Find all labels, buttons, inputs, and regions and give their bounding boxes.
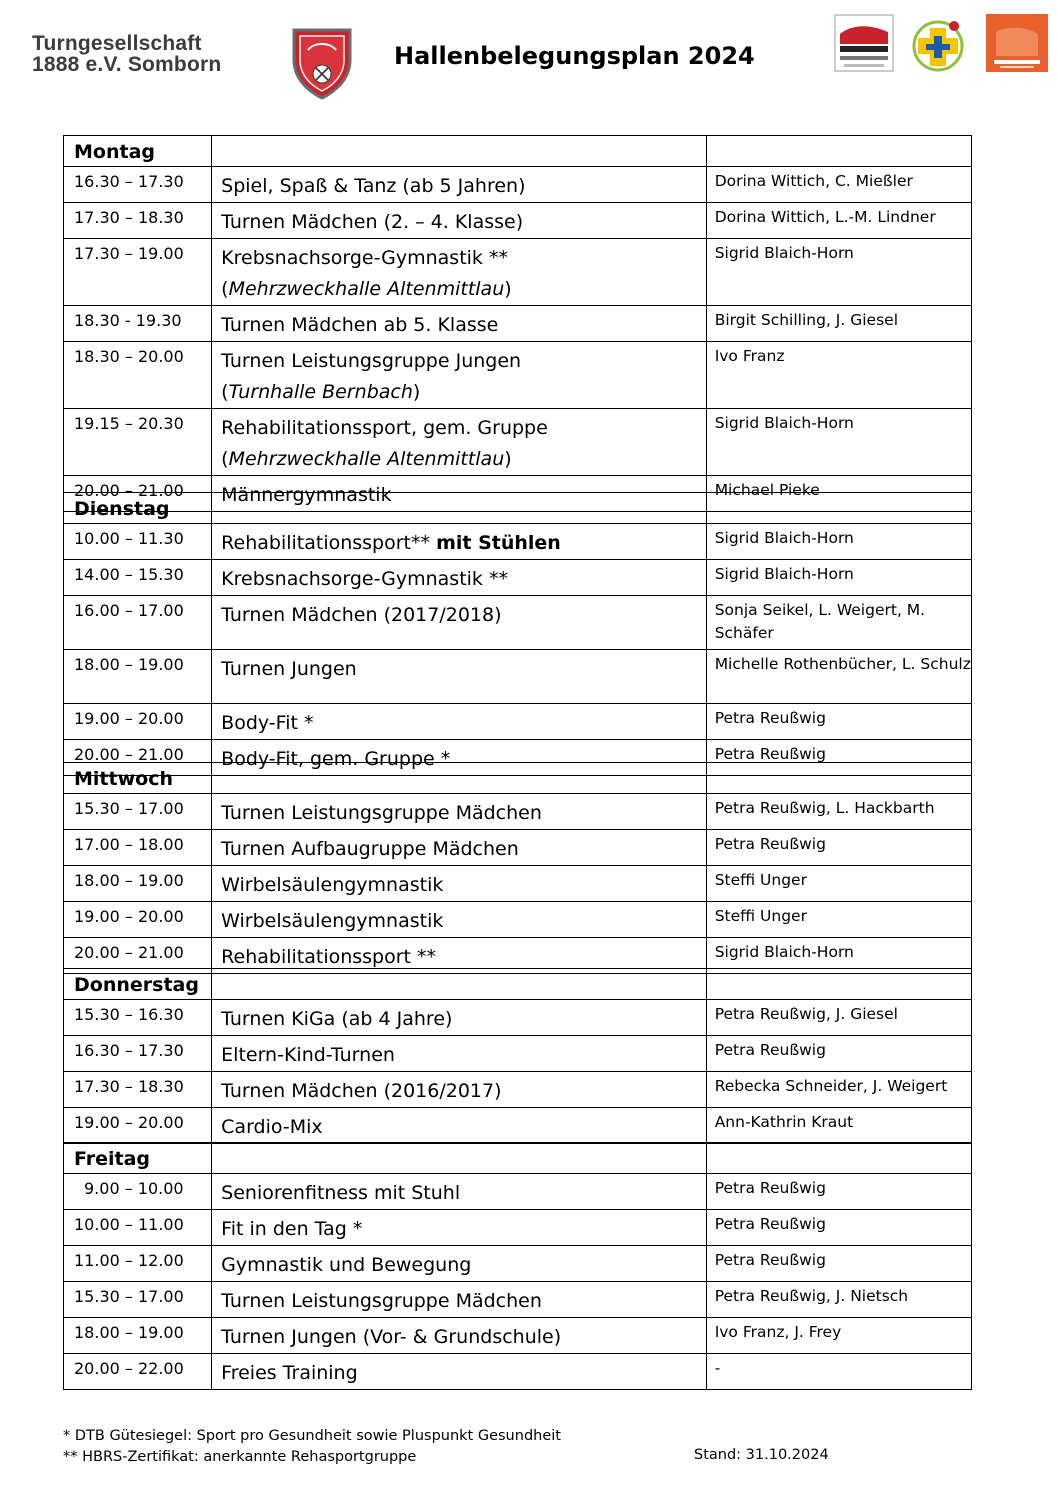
day-table-dienstag bbox=[63, 492, 972, 776]
time-cell: 16.00 – 17.00 bbox=[64, 596, 212, 650]
time-cell: 15.30 – 16.30 bbox=[64, 1000, 212, 1036]
leader-cell: Sigrid Blaich-Horn bbox=[706, 239, 971, 306]
day-table-montag bbox=[63, 135, 972, 512]
day-header-row bbox=[64, 969, 972, 1000]
activity-location: (Turnhalle Bernbach) bbox=[221, 381, 421, 403]
activity-bold-text: mit Stühlen bbox=[436, 532, 561, 554]
activity-cell: Gymnastik und Bewegung bbox=[212, 1246, 707, 1282]
time-cell: 18.30 - 19.30 bbox=[64, 306, 212, 342]
day-name: Dienstag bbox=[64, 493, 212, 524]
leader-cell: Steffi Unger bbox=[706, 866, 971, 902]
activity-cell: Turnen Mädchen ab 5. Klasse bbox=[212, 306, 707, 342]
leader-cell: Sigrid Blaich-Horn bbox=[706, 560, 971, 596]
time-cell: 15.30 – 17.00 bbox=[64, 794, 212, 830]
activity-cell: Turnen Jungen (Vor- & Grundschule) bbox=[212, 1318, 707, 1354]
activity-cell: Turnen KiGa (ab 4 Jahre) bbox=[212, 1000, 707, 1036]
leader-cell: Petra Reußwig bbox=[706, 1210, 971, 1246]
activity-cell: Wirbelsäulengymnastik bbox=[212, 902, 707, 938]
table-row bbox=[64, 306, 972, 342]
table-row bbox=[64, 1174, 972, 1210]
table-row bbox=[64, 1354, 972, 1390]
time-cell: 16.30 – 17.30 bbox=[64, 1036, 212, 1072]
table-row bbox=[64, 1036, 972, 1072]
leader-cell: Petra Reußwig bbox=[706, 1174, 971, 1210]
time-cell: 17.00 – 18.00 bbox=[64, 830, 212, 866]
table-row bbox=[64, 1210, 972, 1246]
activity-cell: Eltern-Kind-Turnen bbox=[212, 1036, 707, 1072]
time-cell: 9.00 – 10.00 bbox=[64, 1174, 212, 1210]
leader-cell: Sonja Seikel, L. Weigert, M. Schäfer bbox=[706, 596, 971, 650]
leader-cell: Michelle Rothenbücher, L. Schulz bbox=[706, 650, 971, 704]
footer-notes bbox=[63, 1426, 561, 1468]
table-row bbox=[64, 1000, 972, 1036]
time-cell: 19.00 – 20.00 bbox=[64, 1108, 212, 1144]
time-cell: 20.00 – 22.00 bbox=[64, 1354, 212, 1390]
time-cell: 19.15 – 20.30 bbox=[64, 409, 212, 476]
footnote-hbrs: ** HBRS-Zertifikat: anerkannte Rehasportgruppe bbox=[63, 1449, 417, 1465]
leader-cell: Sigrid Blaich-Horn bbox=[706, 524, 971, 560]
activity-text: Rehabilitationssport** bbox=[221, 532, 431, 554]
leader-cell: Steffi Unger bbox=[706, 902, 971, 938]
leader-cell: - bbox=[706, 1354, 971, 1390]
activity-cell bbox=[212, 239, 707, 306]
table-row bbox=[64, 524, 972, 560]
time-cell: 10.00 – 11.30 bbox=[64, 524, 212, 560]
time-cell: 15.30 – 17.00 bbox=[64, 1282, 212, 1318]
time-cell: 19.00 – 20.00 bbox=[64, 902, 212, 938]
table-row bbox=[64, 794, 972, 830]
activity-text: Krebsnachsorge-Gymnastik ** bbox=[221, 247, 508, 269]
club-name bbox=[32, 33, 221, 75]
activity-text: Turnen Leistungsgruppe Jungen bbox=[221, 350, 522, 372]
day-table-freitag bbox=[63, 1142, 972, 1390]
activity-cell: Männergymnastik bbox=[212, 476, 707, 512]
time-cell: 20.00 – 21.00 bbox=[64, 476, 212, 512]
day-header-row bbox=[64, 493, 972, 524]
footnote-dtb: * DTB Gütesiegel: Sport pro Gesundheit sowie Pluspunkt Gesundheit bbox=[63, 1428, 561, 1444]
activity-cell: Turnen Mädchen (2016/2017) bbox=[212, 1072, 707, 1108]
time-cell: 18.00 – 19.00 bbox=[64, 650, 212, 704]
day-table-donnerstag bbox=[63, 968, 972, 1144]
table-row bbox=[64, 239, 972, 306]
day-name: Mittwoch bbox=[64, 763, 212, 794]
table-row bbox=[64, 704, 972, 740]
table-row bbox=[64, 409, 972, 476]
activity-text: Rehabilitationssport, gem. Gruppe bbox=[221, 417, 548, 439]
table-row bbox=[64, 1072, 972, 1108]
table-row bbox=[64, 1318, 972, 1354]
activity-cell: Wirbelsäulengymnastik bbox=[212, 866, 707, 902]
activity-cell: Rehabilitationssport ** bbox=[212, 938, 707, 974]
leader-cell: Petra Reußwig, J. Nietsch bbox=[706, 1282, 971, 1318]
gemeinsam-mehr-erreichen-logo bbox=[986, 14, 1048, 72]
leader-cell: Rebecka Schneider, J. Weigert bbox=[706, 1072, 971, 1108]
leader-cell: Dorina Wittich, C. Mießler bbox=[706, 167, 971, 203]
activity-cell: Turnen Leistungsgruppe Mädchen bbox=[212, 794, 707, 830]
activity-cell: Krebsnachsorge-Gymnastik ** bbox=[212, 560, 707, 596]
table-row bbox=[64, 342, 972, 409]
activity-cell: Turnen Aufbaugruppe Mädchen bbox=[212, 830, 707, 866]
day-name: Montag bbox=[64, 136, 212, 167]
activity-location: (Mehrzweckhalle Altenmittlau) bbox=[221, 448, 512, 470]
sport-pro-gesundheit-logo bbox=[834, 14, 894, 72]
location-text: Turnhalle Bernbach bbox=[228, 381, 413, 403]
leader-cell: Petra Reußwig bbox=[706, 830, 971, 866]
leader-cell: Birgit Schilling, J. Giesel bbox=[706, 306, 971, 342]
time-cell: 17.30 – 18.30 bbox=[64, 203, 212, 239]
club-name-line1: Turngesellschaft bbox=[32, 32, 202, 55]
table-row bbox=[64, 866, 972, 902]
time-cell: 18.00 – 19.00 bbox=[64, 866, 212, 902]
activity-cell: Turnen Leistungsgruppe Mädchen bbox=[212, 1282, 707, 1318]
activity-cell: Turnen Jungen bbox=[212, 650, 707, 704]
leader-cell: Petra Reußwig, J. Giesel bbox=[706, 1000, 971, 1036]
activity-cell: Turnen Mädchen (2. – 4. Klasse) bbox=[212, 203, 707, 239]
time-cell: 14.00 – 15.30 bbox=[64, 560, 212, 596]
time-cell: 10.00 – 11.00 bbox=[64, 1210, 212, 1246]
leader-cell: Petra Reußwig bbox=[706, 1246, 971, 1282]
table-row bbox=[64, 902, 972, 938]
leader-cell: Petra Reußwig bbox=[706, 740, 971, 776]
activity-cell bbox=[212, 409, 707, 476]
day-name: Freitag bbox=[64, 1143, 212, 1174]
table-row bbox=[64, 203, 972, 239]
day-name: Donnerstag bbox=[64, 969, 212, 1000]
leader-cell: Dorina Wittich, L.-M. Lindner bbox=[706, 203, 971, 239]
leader-cell: Petra Reußwig bbox=[706, 704, 971, 740]
leader-cell: Petra Reußwig bbox=[706, 1036, 971, 1072]
leader-cell: Ann-Kathrin Kraut bbox=[706, 1108, 971, 1144]
activity-cell: Freies Training bbox=[212, 1354, 707, 1390]
day-header-row bbox=[64, 763, 972, 794]
pluspunkt-gesundheit-logo bbox=[906, 14, 970, 74]
time-cell: 11.00 – 12.00 bbox=[64, 1246, 212, 1282]
location-text: Mehrzweckhalle Altenmittlau bbox=[228, 278, 505, 300]
leader-cell: Ivo Franz, J. Frey bbox=[706, 1318, 971, 1354]
table-row bbox=[64, 596, 972, 650]
time-cell: 20.00 – 21.00 bbox=[64, 938, 212, 974]
time-cell: 19.00 – 20.00 bbox=[64, 704, 212, 740]
table-row bbox=[64, 1282, 972, 1318]
leader-cell: Sigrid Blaich-Horn bbox=[706, 409, 971, 476]
day-table-mittwoch bbox=[63, 762, 972, 974]
activity-cell bbox=[212, 342, 707, 409]
location-text: Mehrzweckhalle Altenmittlau bbox=[228, 448, 505, 470]
activity-cell: Cardio-Mix bbox=[212, 1108, 707, 1144]
activity-cell: Fit in den Tag * bbox=[212, 1210, 707, 1246]
activity-cell: Spiel, Spaß & Tanz (ab 5 Jahren) bbox=[212, 167, 707, 203]
activity-location: (Mehrzweckhalle Altenmittlau) bbox=[221, 278, 512, 300]
table-row bbox=[64, 167, 972, 203]
activity-cell: Body-Fit, gem. Gruppe * bbox=[212, 740, 707, 776]
table-row bbox=[64, 650, 972, 704]
page-header bbox=[0, 0, 1058, 110]
table-row bbox=[64, 1246, 972, 1282]
club-name-line2: 1888 e.V. Somborn bbox=[32, 53, 222, 76]
status-date: Stand: 31.10.2024 bbox=[694, 1447, 829, 1463]
table-row bbox=[64, 1108, 972, 1144]
leader-cell: Ivo Franz bbox=[706, 342, 971, 409]
leader-cell: Sigrid Blaich-Horn bbox=[706, 938, 971, 974]
activity-cell: Turnen Mädchen (2017/2018) bbox=[212, 596, 707, 650]
time-cell: 18.30 – 20.00 bbox=[64, 342, 212, 409]
time-cell: 20.00 – 21.00 bbox=[64, 740, 212, 776]
day-header-row bbox=[64, 136, 972, 167]
page-title: Hallenbelegungsplan 2024 bbox=[394, 42, 755, 70]
activity-cell: Seniorenfitness mit Stuhl bbox=[212, 1174, 707, 1210]
activity-cell bbox=[212, 524, 707, 560]
leader-cell: Michael Pieke bbox=[706, 476, 971, 512]
time-cell: 18.00 – 19.00 bbox=[64, 1318, 212, 1354]
time-cell: 17.30 – 18.30 bbox=[64, 1072, 212, 1108]
table-row bbox=[64, 560, 972, 596]
club-crest-icon bbox=[290, 24, 354, 100]
activity-cell: Body-Fit * bbox=[212, 704, 707, 740]
time-cell: 17.30 – 19.00 bbox=[64, 239, 212, 306]
table-row bbox=[64, 830, 972, 866]
time-cell: 16.30 – 17.30 bbox=[64, 167, 212, 203]
day-header-row bbox=[64, 1143, 972, 1174]
leader-cell: Petra Reußwig, L. Hackbarth bbox=[706, 794, 971, 830]
